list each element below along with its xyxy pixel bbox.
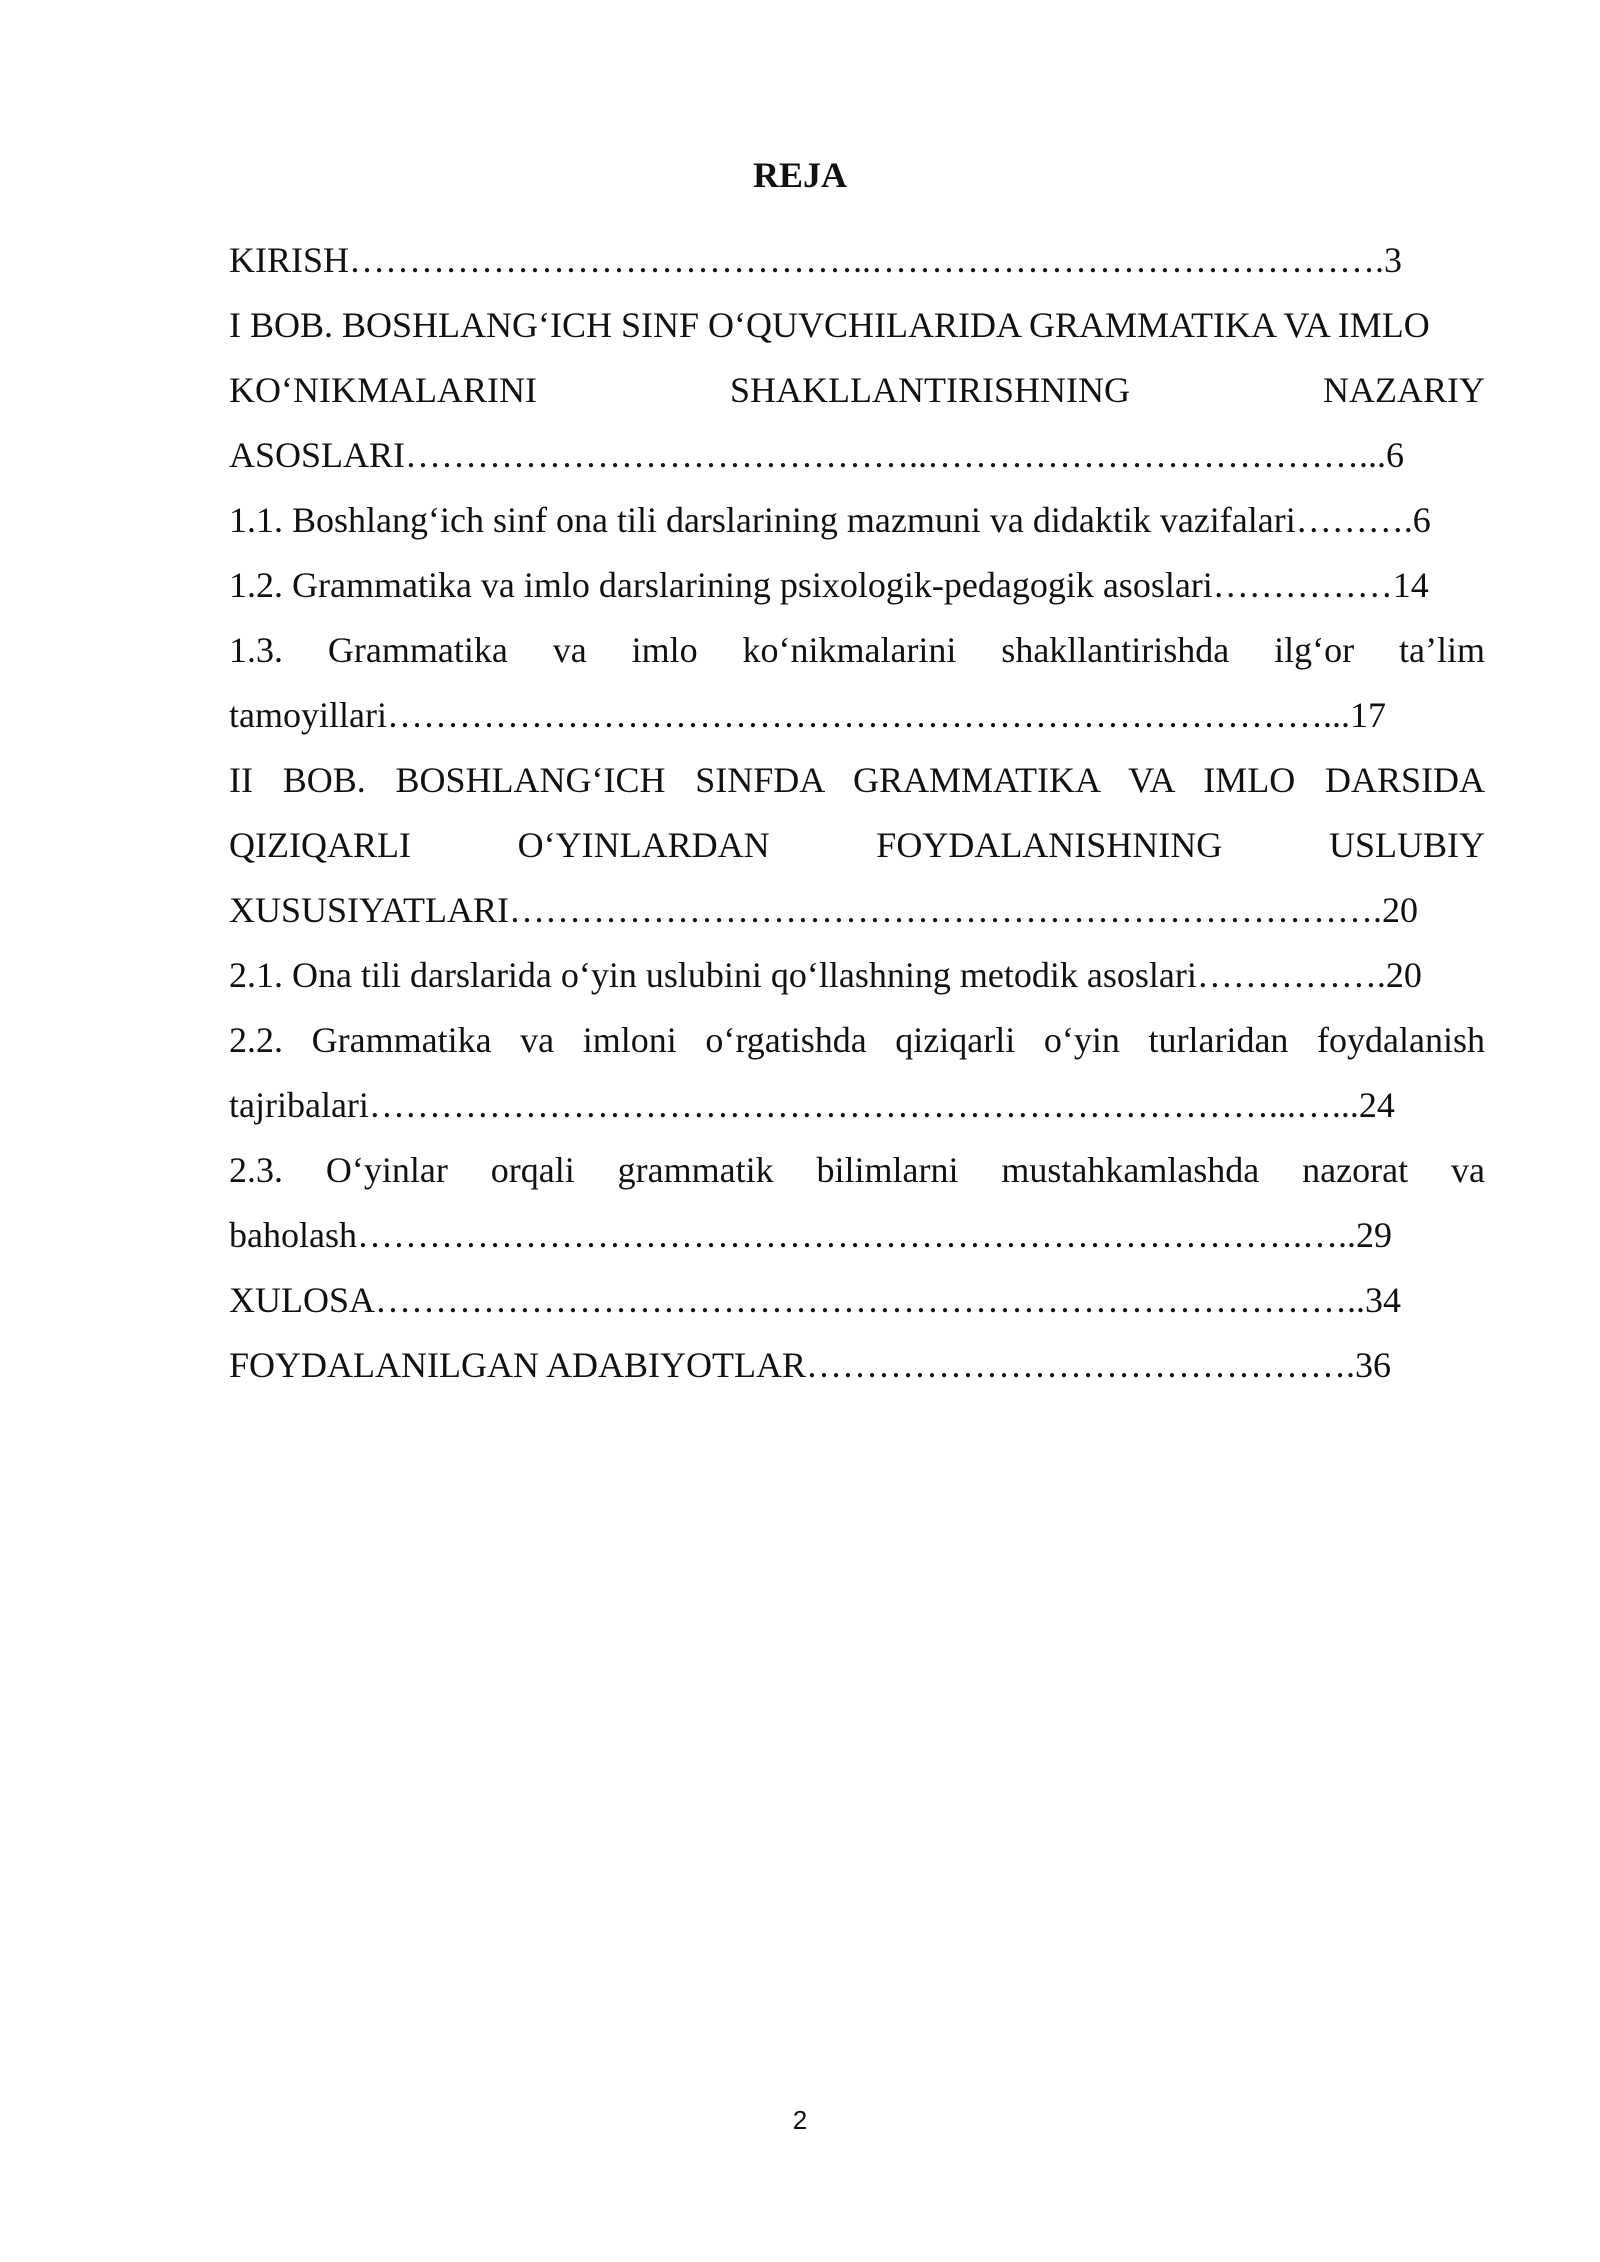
toc-line-section-1-1: 1.1. Boshlang‘ich sinf ona tili darslarining mazmuni va didaktik vazifalari……….6 [229,500,1431,540]
toc-line-section-2-1: 2.1. Ona tili darslarida o‘yin uslubini qo‘llashning metodik asoslari…………….20 [229,955,1422,995]
toc-line-section-2-2-part-1: 2.2. Grammatika va imloni o‘rgatishda qiziqarli o‘yin turlaridan foydalanish [229,1020,1485,1060]
toc-line-chapter-1-title-part-3: ASOSLARI……………………………………..………………………………...6 [229,435,1405,475]
toc-line-section-1-3-part-2: tamoyillari……………………………………………………………………...17 [229,695,1386,735]
toc-line-chapter-2-title-part-3: XUSUSIYATLARI……………………………………………………………….20 [229,890,1419,930]
toc-line-chapter-1-title-part-2: KO‘NIKMALARINI SHAKLLANTIRISHNING NAZARIY [229,370,1485,410]
toc-line-section-1-2: 1.2. Grammatika va imlo darslarining psixologik-pedagogik asoslari……………14 [229,565,1429,605]
page-title: REJA [752,155,847,195]
toc-line-references: FOYDALANILGAN ADABIYOTLAR……………………………………….36 [229,1345,1391,1385]
toc-line-section-1-3-part-1: 1.3. Grammatika va imlo ko‘nikmalarini shakllantirishda ilg‘or ta’lim [229,630,1485,670]
table-of-contents [229,228,1485,1398]
toc-line-chapter-1-title-part-1: I BOB. BOSHLANG‘ICH SINF O‘QUVCHILARIDA GRAMMATIKA VA IMLO [229,305,1430,345]
toc-line-xulosa: XULOSA………………………………………………………………………..34 [229,1280,1402,1320]
toc-line-chapter-2-title-part-2: QIZIQARLI O‘YINLARDAN FOYDALANISHNING USLUBIY [229,825,1485,865]
page-number: 2 [792,2105,808,2135]
toc-line-kirish: KIRISH……………………………………..…………………………………….3 [229,240,1403,280]
toc-line-section-2-2-part-2: tajribalari…………………………………………………………………...…...24 [229,1085,1395,1125]
toc-line-chapter-2-title-part-1: II BOB. BOSHLANG‘ICH SINFDA GRAMMATIKA VA IMLO DARSIDA [229,760,1485,800]
toc-line-section-2-3-part-2: baholash…………………………………………………………………….…..29 [229,1215,1392,1255]
toc-line-section-2-3-part-1: 2.3. O‘yinlar orqali grammatik bilimlarni mustahkamlashda nazorat va [229,1150,1485,1190]
